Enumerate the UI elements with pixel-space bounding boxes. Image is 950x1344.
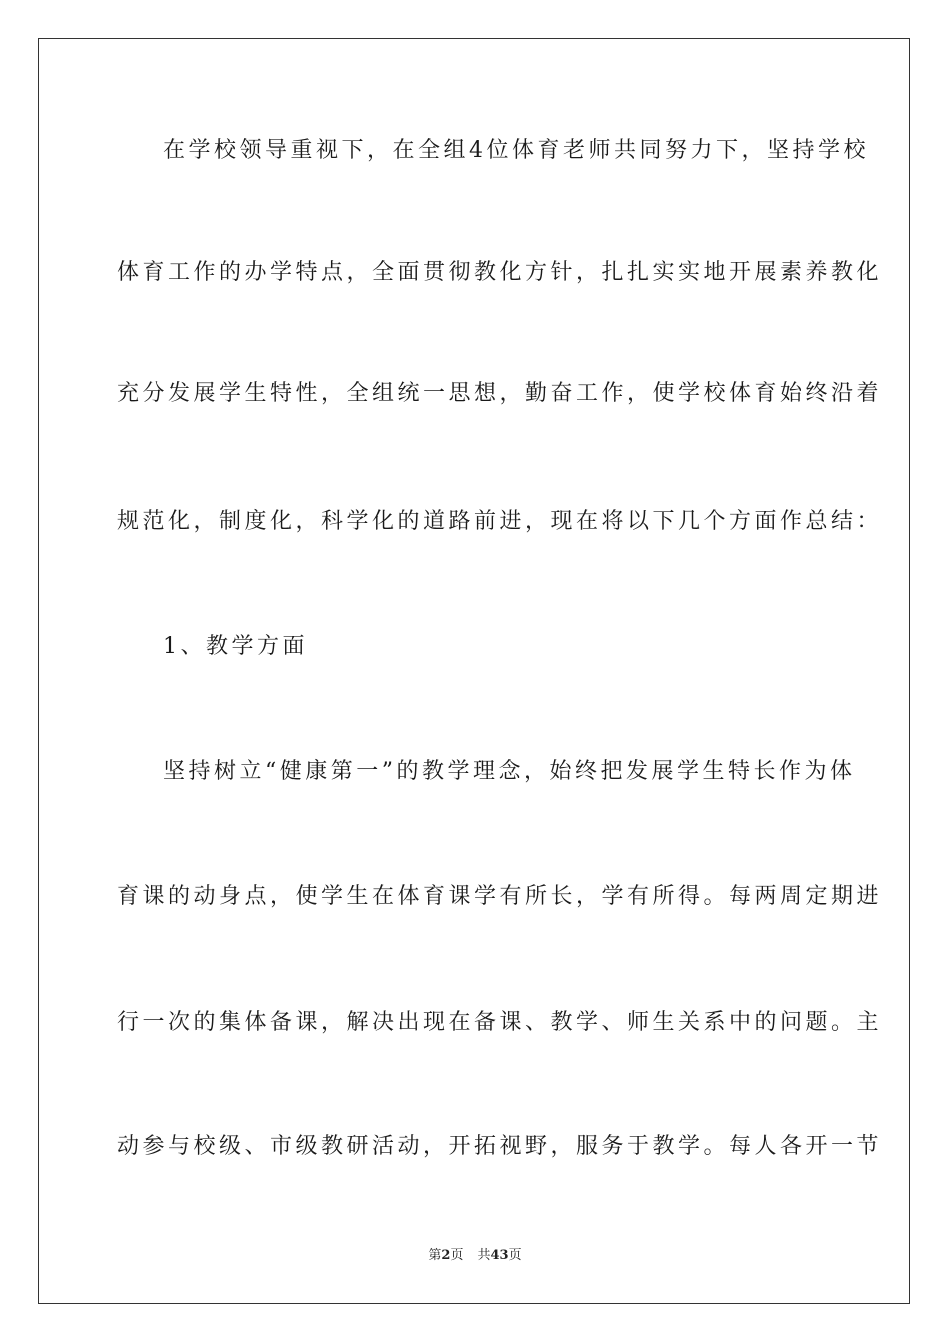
section-heading: 1、教学方面 (163, 634, 308, 659)
total-pages: 43 (490, 1248, 509, 1263)
page-border (38, 38, 910, 1304)
paragraph-line-2: 体育工作的办学特点，全面贯彻教化方针，扎扎实实地开展素养教化 (117, 260, 883, 285)
page-number: 2 (441, 1248, 451, 1263)
paragraph-line-8: 动参与校级、市级教研活动，开拓视野，服务于教学。每人各开一节 (117, 1134, 883, 1159)
page-footer (0, 1248, 950, 1264)
total-suffix: 页 (508, 1248, 522, 1263)
page-prefix: 第 (428, 1248, 442, 1263)
paragraph-line-3: 充分发展学生特性，全组统一思想，勤奋工作，使学校体育始终沿着 (117, 381, 883, 406)
total-prefix: 共 (477, 1248, 491, 1263)
paragraph-line-5: 坚持树立“健康第一”的教学理念，始终把发展学生特长作为体 (163, 759, 856, 784)
paragraph-line-6: 育课的动身点，使学生在体育课学有所长，学有所得。每两周定期进 (117, 884, 883, 909)
paragraph-line-1: 在学校领导重视下，在全组4位体育老师共同努力下，坚持学校 (163, 138, 869, 163)
paragraph-line-4: 规范化，制度化，科学化的道路前进，现在将以下几个方面作总结： (117, 509, 883, 534)
paragraph-line-7: 行一次的集体备课，解决出现在备课、教学、师生关系中的问题。主 (117, 1010, 883, 1035)
page-suffix: 页 (450, 1248, 464, 1263)
